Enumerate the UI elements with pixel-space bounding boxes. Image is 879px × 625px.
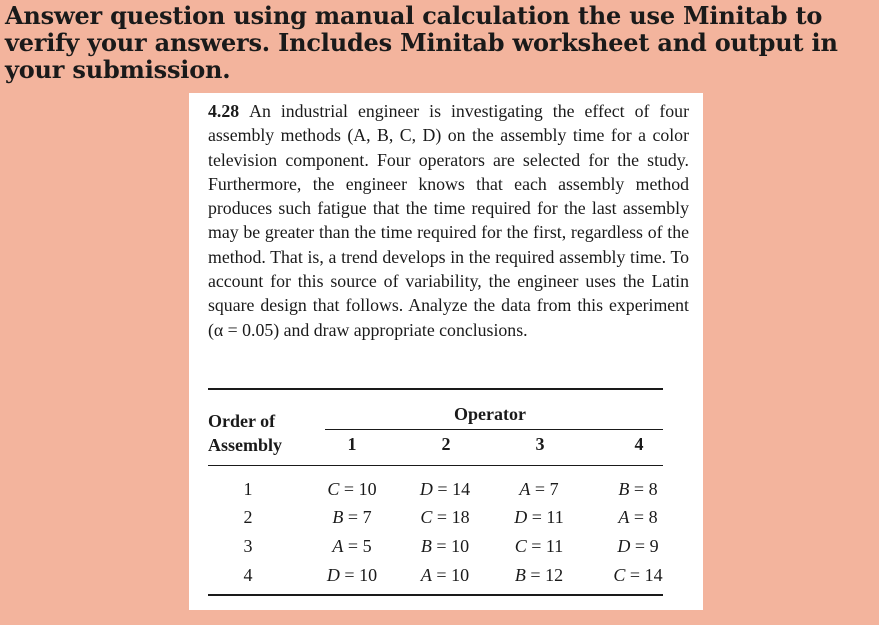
method-letter: B xyxy=(618,479,630,499)
cell-value: = 10 xyxy=(339,565,378,585)
table-cell xyxy=(593,479,683,500)
method-letter: D xyxy=(617,536,631,556)
cell-value: = 7 xyxy=(343,507,372,527)
instruction-text: Answer question using manual calculation the use Minitab to verify your answers. Includes Minitab worksheet and output in your submission. xyxy=(5,1,838,84)
table-cell xyxy=(593,536,683,557)
method-letter: B xyxy=(420,536,432,556)
row-header-line2: Assembly xyxy=(208,435,283,455)
row-order-label: 1 xyxy=(243,479,253,499)
problem-number: 4.28 xyxy=(208,101,240,121)
method-letter: A xyxy=(332,536,344,556)
problem-card xyxy=(189,93,703,610)
method-letter: D xyxy=(514,507,528,527)
column-header: 2 xyxy=(441,434,451,454)
operator-group-header: Operator xyxy=(454,404,526,424)
method-letter: B xyxy=(332,507,344,527)
method-letter: D xyxy=(419,479,433,499)
table-cell xyxy=(494,479,584,500)
method-letter: C xyxy=(613,565,626,585)
table-cell xyxy=(593,507,683,528)
table-header-rule xyxy=(208,465,663,466)
column-header: 4 xyxy=(634,434,644,454)
cell-value: = 11 xyxy=(527,507,564,527)
cell-value: = 11 xyxy=(526,536,564,556)
row-header-line1: Order of xyxy=(208,411,276,431)
cell-value: = 14 xyxy=(432,479,471,499)
method-letter: B xyxy=(514,565,526,585)
table-cell xyxy=(494,536,584,557)
cell-value: = 5 xyxy=(343,536,372,556)
row-order-label: 4 xyxy=(243,565,253,585)
cell-value: = 12 xyxy=(525,565,564,585)
row-order-label: 2 xyxy=(243,507,253,527)
cell-value: = 14 xyxy=(625,565,663,585)
cell-value: = 7 xyxy=(530,479,559,499)
method-letter: D xyxy=(326,565,340,585)
method-letter: C xyxy=(420,507,433,527)
cell-value: = 8 xyxy=(629,507,658,527)
problem-text: An industrial engineer is investigating the effect of four assembly methods (A, B, C, D) on the assembly time for a color television component. Four operators are selected for the study. Furthermore, the engineer knows that each assembly method produces such fatigue that the time required for the last assembly may be greater than the time required for the first, regardless of the method. That is, a trend develops in the required assembly time. To account for this source of variability, the engineer uses the Latin square design that follows. Analyze the data from this experiment (α = 0.05) and draw appropriate conclusions. xyxy=(208,101,689,340)
table-bottom-rule xyxy=(208,594,663,596)
row-order-label: 3 xyxy=(243,536,253,556)
method-letter: C xyxy=(514,536,527,556)
table-cell xyxy=(400,565,490,586)
table-cell xyxy=(307,479,397,500)
table-cell xyxy=(307,565,397,586)
table-cell xyxy=(593,565,683,586)
row-header xyxy=(208,409,282,457)
column-header: 1 xyxy=(347,434,357,454)
table-cell xyxy=(400,507,490,528)
table-cell xyxy=(494,565,584,586)
table-cell xyxy=(400,479,490,500)
cell-value: = 9 xyxy=(630,536,659,556)
column-header: 3 xyxy=(535,434,545,454)
table-cell xyxy=(494,507,584,528)
cell-value: = 8 xyxy=(629,479,658,499)
method-letter: C xyxy=(327,479,340,499)
table-top-rule xyxy=(208,388,663,390)
table-cell xyxy=(307,507,397,528)
cell-value: = 10 xyxy=(339,479,377,499)
method-letter: A xyxy=(519,479,531,499)
table-cell xyxy=(400,536,490,557)
operator-header-rule xyxy=(325,429,663,430)
method-letter: A xyxy=(618,507,630,527)
cell-value: = 10 xyxy=(431,565,470,585)
table-cell xyxy=(307,536,397,557)
method-letter: A xyxy=(420,565,432,585)
problem-statement xyxy=(208,99,689,342)
cell-value: = 18 xyxy=(432,507,470,527)
cell-value: = 10 xyxy=(431,536,470,556)
